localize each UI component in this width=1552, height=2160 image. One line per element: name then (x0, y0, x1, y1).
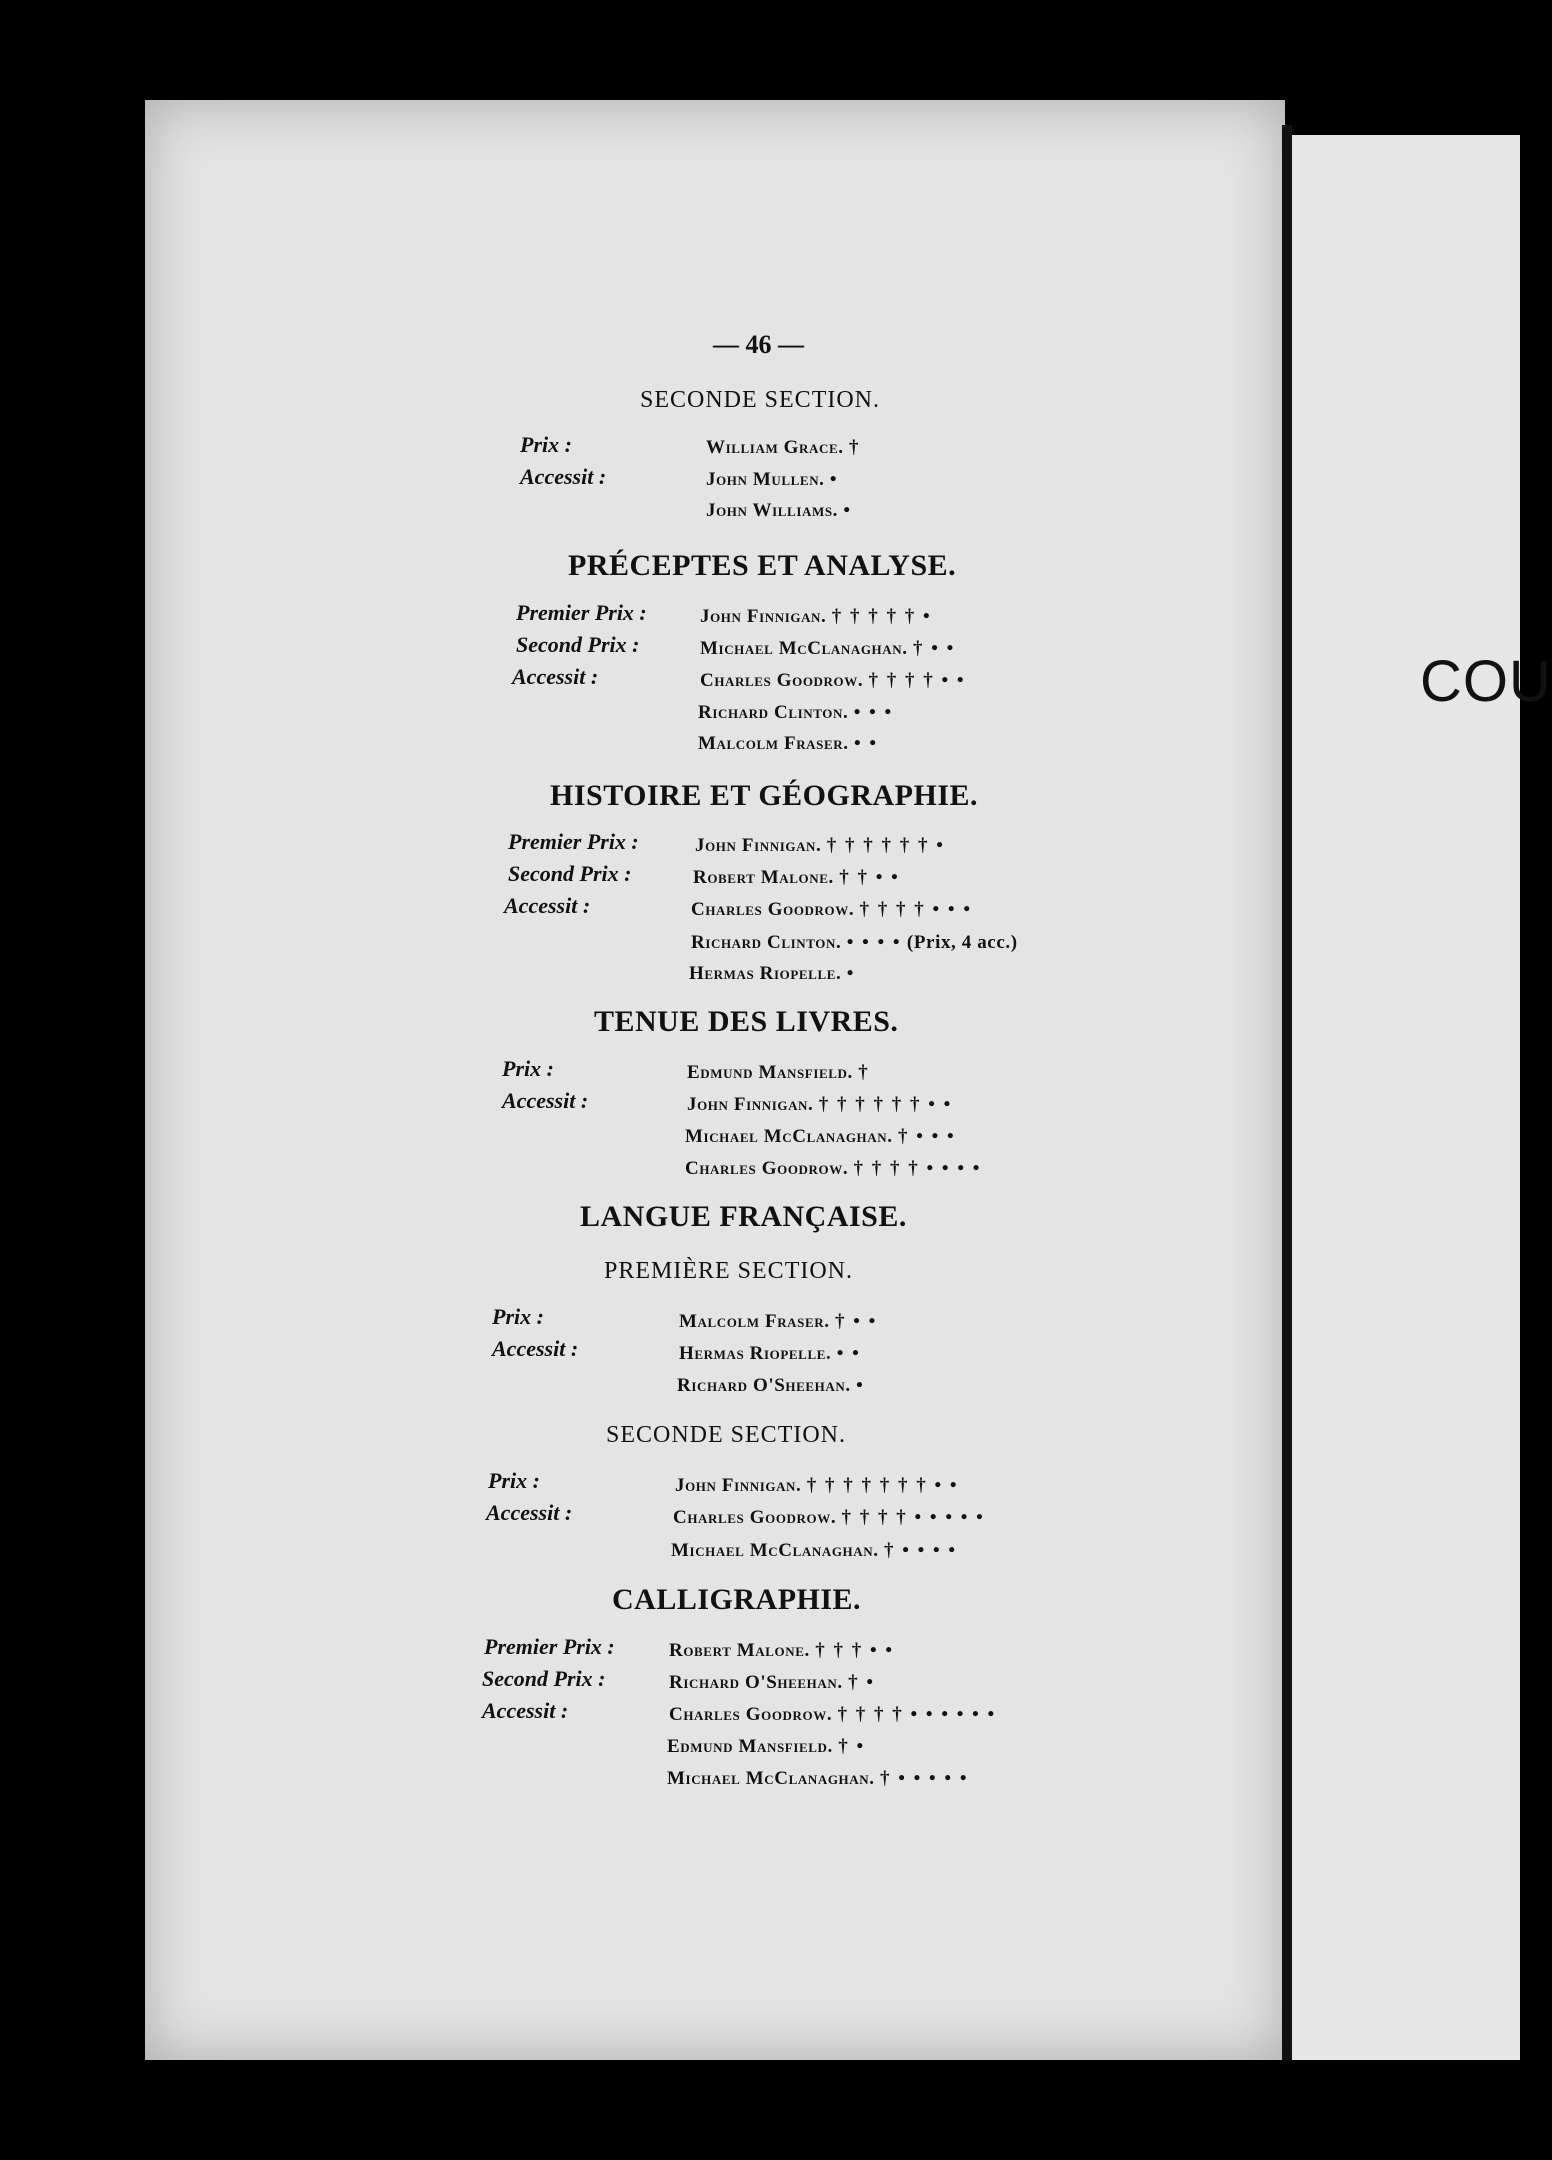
student-entry: Charles Goodrow. † † † † • • (700, 670, 966, 691)
student-entry: Michael McClanaghan. † • • • • • (667, 1768, 969, 1789)
student-entry: John Finnigan. † † † † † † • (695, 835, 945, 856)
student-entry: Richard O'Sheehan. • (677, 1375, 865, 1396)
award-label: Prix : (488, 1468, 540, 1493)
student-entry: Malcolm Fraser. † • • (679, 1311, 878, 1332)
award-label: Accessit : (492, 1336, 579, 1361)
student-entry: Richard O'Sheehan. † • (669, 1672, 875, 1693)
student-entry: Hermas Riopelle. • (689, 963, 856, 984)
right-page-fragment: COU (1420, 649, 1552, 714)
student-entry: Robert Malone. † † † • • (669, 1640, 895, 1661)
student-entry: Richard Clinton. • • • • (Prix, 4 acc.) (691, 932, 1018, 953)
student-entry: John Williams. • (706, 500, 853, 521)
award-label: Prix : (492, 1304, 544, 1329)
student-entry: Michael McClanaghan. † • • (700, 638, 956, 659)
student-entry: Charles Goodrow. † † † † • • • • (685, 1158, 982, 1179)
section-heading: HISTOIRE ET GÉOGRAPHIE. (550, 779, 979, 812)
student-entry: Malcolm Fraser. • • (698, 733, 879, 754)
section-heading: CALLIGRAPHIE. (612, 1583, 862, 1616)
section-heading: TENUE DES LIVRES. (594, 1005, 899, 1038)
section-heading: SECONDE SECTION. (640, 387, 881, 413)
section-heading: LANGUE FRANÇAISE. (580, 1200, 907, 1233)
award-label: Second Prix : (508, 861, 632, 886)
right-page (1292, 135, 1520, 2060)
award-label: Accessit : (502, 1088, 589, 1113)
page-number: — 46 — (713, 330, 804, 359)
student-entry: Charles Goodrow. † † † † • • • • • (673, 1507, 985, 1528)
student-entry: Edmund Mansfield. † • (667, 1736, 866, 1757)
student-entry: Michael McClanaghan. † • • • (685, 1126, 956, 1147)
student-entry: Edmund Mansfield. † (687, 1062, 870, 1083)
student-entry: Robert Malone. † † • • (693, 867, 900, 888)
award-label: Accessit : (504, 893, 591, 918)
award-label: Accessit : (482, 1698, 569, 1723)
student-entry: Hermas Riopelle. • • (679, 1343, 861, 1364)
award-label: Prix : (502, 1056, 554, 1081)
section-heading: PRÉCEPTES ET ANALYSE. (568, 549, 957, 582)
book-gutter (1282, 125, 1292, 2060)
award-label: Accessit : (520, 464, 607, 489)
student-entry: John Finnigan. † † † † † † • • (687, 1094, 953, 1115)
award-label: Premier Prix : (516, 600, 647, 625)
student-entry: Richard Clinton. • • • (698, 702, 894, 723)
student-entry: Michael McClanaghan. † • • • • (671, 1540, 958, 1561)
student-entry: John Mullen. • (706, 469, 839, 490)
section-heading: PREMIÈRE SECTION. (604, 1258, 854, 1284)
section-heading: SECONDE SECTION. (606, 1422, 847, 1448)
student-entry: Charles Goodrow. † † † † • • • (691, 899, 972, 920)
award-label: Second Prix : (482, 1666, 606, 1691)
student-entry: Charles Goodrow. † † † † • • • • • • (669, 1704, 997, 1725)
award-label: Premier Prix : (484, 1634, 615, 1659)
award-label: Second Prix : (516, 632, 640, 657)
award-label: Prix : (520, 432, 572, 457)
student-entry: William Grace. † (706, 437, 861, 458)
student-entry: John Finnigan. † † † † † † † • • (675, 1475, 959, 1496)
award-label: Accessit : (512, 664, 599, 689)
award-label: Premier Prix : (508, 829, 639, 854)
student-entry: John Finnigan. † † † † † • (700, 606, 932, 627)
award-label: Accessit : (486, 1500, 573, 1525)
